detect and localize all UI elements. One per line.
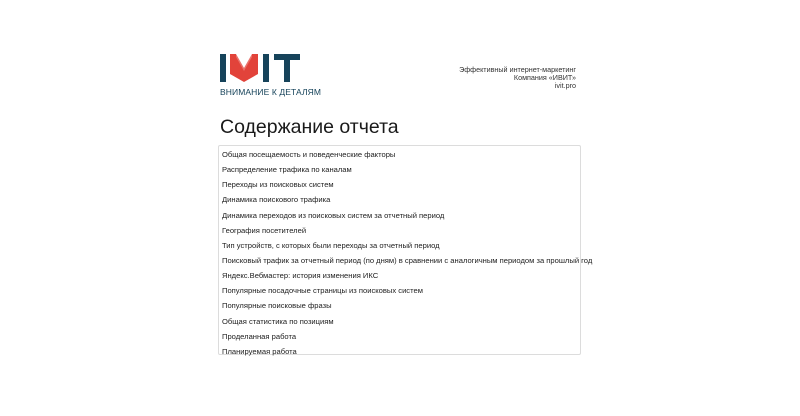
toc-item[interactable]: Яндекс.Вебмастер: история изменения ИКС (222, 271, 379, 281)
toc-item[interactable]: Проделанная работа (222, 331, 297, 341)
toc-list (219, 147, 593, 359)
company-logo (220, 54, 322, 97)
company-slogan: Эффективный интернет-маркетинг (459, 65, 576, 74)
toc-item[interactable]: Популярные поисковые фразы (222, 301, 332, 311)
toc-item[interactable]: География посетителей (222, 225, 307, 235)
company-website: ivit.pro (554, 81, 576, 90)
toc-item[interactable]: Общая статистика по позициям (222, 316, 334, 326)
company-info (459, 66, 576, 90)
ivit-logo-mark (220, 54, 306, 82)
toc-item[interactable]: Динамика поискового трафика (222, 195, 331, 205)
toc-item[interactable]: Популярные посадочные страницы из поисковых систем (222, 286, 423, 296)
toc-item[interactable]: Общая посещаемость и поведенческие факторы (222, 150, 396, 159)
logo-tagline: ВНИМАНИЕ К ДЕТАЛЯМ (220, 87, 322, 97)
toc-item[interactable]: Динамика переходов из поисковых систем за отчетный период (222, 210, 445, 220)
toc-item[interactable]: Тип устройств, с которых были переходы за отчетный период (222, 240, 440, 250)
toc-item[interactable]: Планируемая работа (222, 346, 297, 356)
toc-item[interactable]: Переходы из поисковых систем (222, 180, 334, 190)
table-of-contents (218, 145, 593, 356)
toc-item[interactable]: Поисковый трафик за отчетный период (по дням) в сравнении с аналогичным периодом за прошлый год (222, 255, 593, 265)
page-title: Содержание отчета (220, 116, 399, 138)
company-name: Компания «ИВИТ» (513, 73, 576, 82)
toc-item[interactable]: Распределение трафика по каналам (222, 165, 352, 175)
